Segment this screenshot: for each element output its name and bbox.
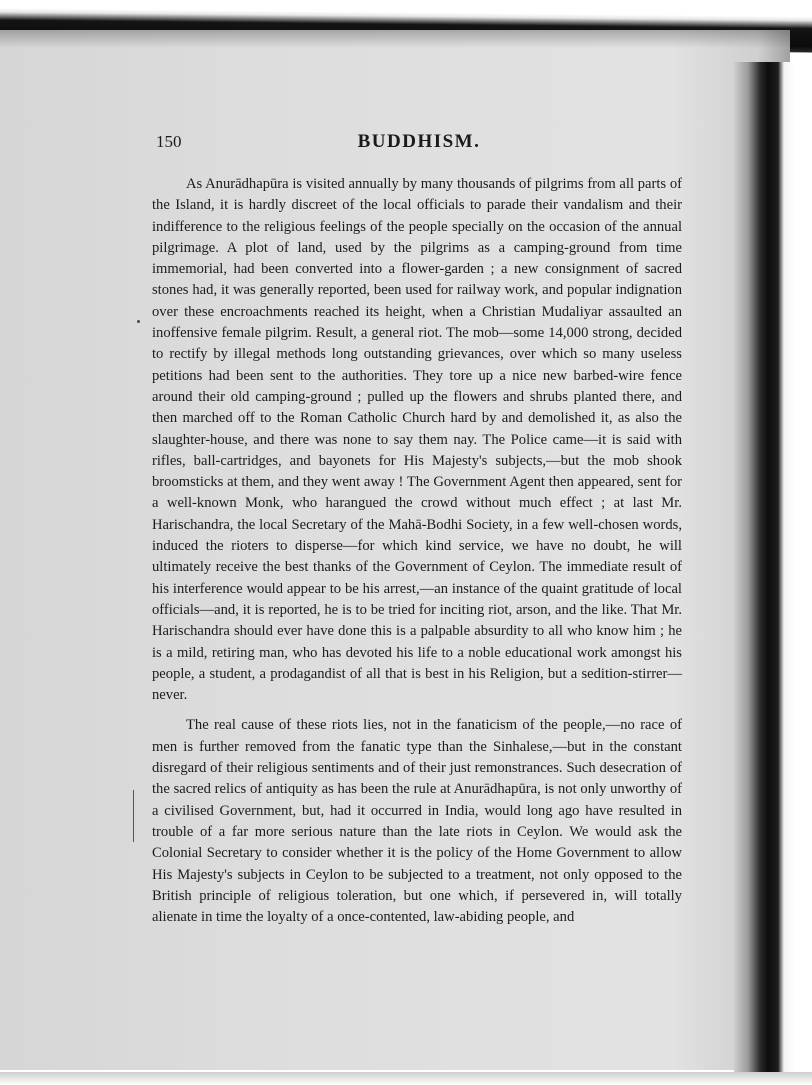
- book-spine-gutter: [734, 62, 796, 1085]
- margin-speck: [137, 320, 140, 323]
- margin-pencil-mark: [133, 790, 134, 842]
- paragraph-riot-account: As Anurādhapūra is visited annually by many thousands of pilgrims from all parts of the Island, it is hardly discreet of the local officials to parade their vandalism and their indifference to the religious feelings of the people specially on the occasion of the annual pilgrimage. A plot of land, used by the pilgrims as a camping-ground from time immemorial, had been converted into a flower-garden ; a new consignment of sacred stones had, it was generally reported, been used for railway work, and popular indignation over these encroachments reached its height, when a Christian Mudaliyar assaulted an inoffensive female pilgrim. Result, a general riot. The mob—some 14,000 strong, decided to rectify by illegal methods long outstanding grievances, over which so many useless petitions had been sent to the authorities. They tore up a nice new barbed-wire fence around their old camping-ground ; pulled up the flowers and shrubs planted there, and then marched off to the Roman Catholic Church hard by and demolished it, as also the slaughter-house, and there was none to say them nay. The Police came—it is said with rifles, ball-cartridges, and bayonets for His Majesty's subjects,—but the mob shook broomsticks at them, and they went away ! The Government Agent then appeared, sent for a well-known Monk, who harangued the crowd without much effect ; at last Mr. Harischandra, the local Secretary of the Mahā-Bodhi Society, in a few well-chosen words, induced the rioters to disperse—for which kind service, we have no doubt, he will ultimately receive the best thanks of the Government of Ceylon. The immediate result of his interference would appear to be his arrest,—an instance of the quaint gratitude of local officials—and, it is reported, he is to be tried for inciting riot, arson, and the like. That Mr. Harischandra should ever have done this is a palpable absurdity to all who know him ; he is a mild, retiring man, who has devoted his life to a noble educational work amongst his people, a student, a prodagandist of all that is best in his Religion, but a sedition-stirrer—never.: [152, 176, 682, 704]
- page-top-shadow: [0, 30, 790, 48]
- scan-bottom-edge: [0, 1072, 812, 1085]
- paragraph-real-cause: The real cause of these riots lies, not in the fanaticism of the people,—no race of men is further removed from the fanatic type than the Sinhalese,—but in the constant disregard of their religious sentiments and of their just remonstrances. Such desecration of the sacred relics of antiquity as has been the rule at Anurādhapūra, is not only unworthy of a civilised Government, but, had it occurred in India, would long ago have resulted in trouble of a far more serious nature than the late riots in Ceylon. We would ask the Colonial Secretary to consider whether it is the policy of the Home Government to allow His Majesty's subjects in Ceylon to be subjected to a treatment, not only opposed to the British principle of religious toleration, but one which, if persevered in, will totally alienate in time the loyalty of a once-contented, law-abiding people, and: [152, 717, 682, 926]
- running-title: BUDDHISM.: [357, 131, 481, 152]
- body-text: [152, 174, 682, 928]
- page-header: [156, 132, 682, 158]
- page-number: 150: [156, 132, 182, 151]
